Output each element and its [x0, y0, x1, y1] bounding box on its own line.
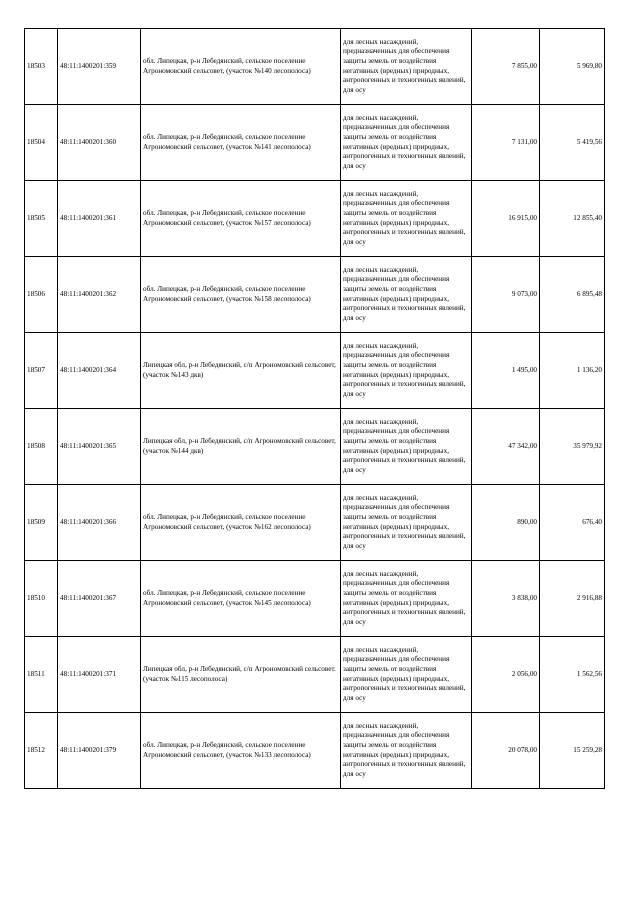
- plot-address: обл. Липецкая, р-н Лебедянский, сельское поселение Агрономовский сельсовет, (участок №141 лесополоса): [141, 105, 341, 181]
- plot-value: 15 259,28: [540, 713, 605, 789]
- plot-address: Липецкая обл, р-н Лебедянский, с/п Агрономовский сельсовет, (участок №144 дкв): [141, 409, 341, 485]
- row-number: 18512: [25, 713, 58, 789]
- cadastral-number: 48:11:1400201:360: [58, 105, 141, 181]
- plot-value: 12 855,40: [540, 181, 605, 257]
- table-row: [25, 485, 605, 561]
- row-number: 18505: [25, 181, 58, 257]
- cadastral-number: 48:11:1400201:379: [58, 713, 141, 789]
- permitted-use: для лесных насаждений, предназначенных для обеспечения защиты земель от воздействия негативных (вредных) природных, антропогенных и техногенных явлений, для осу: [341, 713, 472, 789]
- plot-address: обл. Липецкая, р-н Лебедянский, сельское поселение Агрономовский сельсовет, (участок №133 лесополоса): [141, 713, 341, 789]
- cadastral-number: 48:11:1400201:371: [58, 637, 141, 713]
- permitted-use: для лесных насаждений, предназначенных для обеспечения защиты земель от воздействия негативных (вредных) природных, антропогенных и техногенных явлений, для осу: [341, 637, 472, 713]
- table-row: [25, 333, 605, 409]
- table-row: [25, 713, 605, 789]
- table-row: [25, 409, 605, 485]
- permitted-use: для лесных насаждений, предназначенных для обеспечения защиты земель от воздействия негативных (вредных) природных, антропогенных и техногенных явлений, для осу: [341, 333, 472, 409]
- plot-value: 676,40: [540, 485, 605, 561]
- permitted-use: для лесных насаждений, предназначенных для обеспечения защиты земель от воздействия негативных (вредных) природных, антропогенных и техногенных явлений, для осу: [341, 561, 472, 637]
- plot-area: 7 855,00: [472, 29, 540, 105]
- plot-area: 7 131,00: [472, 105, 540, 181]
- cadastral-number: 48:11:1400201:365: [58, 409, 141, 485]
- plot-area: 2 056,00: [472, 637, 540, 713]
- cadastral-number: 48:11:1400201:361: [58, 181, 141, 257]
- permitted-use: для лесных насаждений, предназначенных для обеспечения защиты земель от воздействия негативных (вредных) природных, антропогенных и техногенных явлений, для осу: [341, 257, 472, 333]
- cadastral-number: 48:11:1400201:367: [58, 561, 141, 637]
- land-plots-table: [24, 28, 605, 789]
- plot-value: 5 419,56: [540, 105, 605, 181]
- cadastral-number: 48:11:1400201:359: [58, 29, 141, 105]
- plot-area: 3 838,00: [472, 561, 540, 637]
- row-number: 18510: [25, 561, 58, 637]
- plot-address: обл. Липецкая, р-н Лебедянский, сельское поселение Агрономовский сельсовет, (участок №158 лесополоса): [141, 257, 341, 333]
- table-row: [25, 561, 605, 637]
- row-number: 18504: [25, 105, 58, 181]
- permitted-use: для лесных насаждений, предназначенных для обеспечения защиты земель от воздействия негативных (вредных) природных, антропогенных и техногенных явлений, для осу: [341, 409, 472, 485]
- plot-address: обл. Липецкая, р-н Лебедянский, сельское поселение Агрономовский сельсовет, (участок №162 лесополоса): [141, 485, 341, 561]
- row-number: 18509: [25, 485, 58, 561]
- plot-value: 1 136,20: [540, 333, 605, 409]
- plot-area: 1 495,00: [472, 333, 540, 409]
- row-number: 18507: [25, 333, 58, 409]
- permitted-use: для лесных насаждений, предназначенных для обеспечения защиты земель от воздействия негативных (вредных) природных, антропогенных и техногенных явлений, для осу: [341, 181, 472, 257]
- table-row: [25, 257, 605, 333]
- table-row: [25, 637, 605, 713]
- plot-area: 16 915,00: [472, 181, 540, 257]
- plot-value: 1 562,56: [540, 637, 605, 713]
- plot-value: 5 969,80: [540, 29, 605, 105]
- plot-address: обл. Липецкая, р-н Лебедянский, сельское поселение Агрономовский сельсовет, (участок №140 лесополоса): [141, 29, 341, 105]
- cadastral-number: 48:11:1400201:366: [58, 485, 141, 561]
- row-number: 18511: [25, 637, 58, 713]
- plot-address: обл. Липецкая, р-н Лебедянский, сельское поселение Агрономовский сельсовет, (участок №157 лесополоса): [141, 181, 341, 257]
- permitted-use: для лесных насаждений, предназначенных для обеспечения защиты земель от воздействия негативных (вредных) природных, антропогенных и техногенных явлений, для осу: [341, 485, 472, 561]
- table-row: [25, 105, 605, 181]
- plot-value: 6 895,48: [540, 257, 605, 333]
- row-number: 18506: [25, 257, 58, 333]
- row-number: 18508: [25, 409, 58, 485]
- plot-address: обл. Липецкая, р-н Лебедянский, сельское поселение Агрономовский сельсовет, (участок №145 лесополоса): [141, 561, 341, 637]
- plot-area: 47 342,00: [472, 409, 540, 485]
- plot-area: 9 073,00: [472, 257, 540, 333]
- cadastral-number: 48:11:1400201:362: [58, 257, 141, 333]
- table-row: [25, 29, 605, 105]
- table-row: [25, 181, 605, 257]
- plot-address: Липецкая обл, р-н Лебедянский, с/п Агрономовский сельсовет. (участок №115 лесополоса): [141, 637, 341, 713]
- plot-value: 2 916,88: [540, 561, 605, 637]
- plot-address: Липецкая обл, р-н Лебедянский, с/п Агрономовский сельсовет, (участок №143 дкв): [141, 333, 341, 409]
- permitted-use: для лесных насаждений, предназначенных для обеспечения защиты земель от воздействия негативных (вредных) природных, антропогенных и техногенных явлений, для осу: [341, 29, 472, 105]
- plot-area: 20 078,00: [472, 713, 540, 789]
- plot-area: 890,00: [472, 485, 540, 561]
- cadastral-number: 48:11:1400201:364: [58, 333, 141, 409]
- plot-value: 35 979,92: [540, 409, 605, 485]
- permitted-use: для лесных насаждений, предназначенных для обеспечения защиты земель от воздействия негативных (вредных) природных, антропогенных и техногенных явлений, для осу: [341, 105, 472, 181]
- row-number: 18503: [25, 29, 58, 105]
